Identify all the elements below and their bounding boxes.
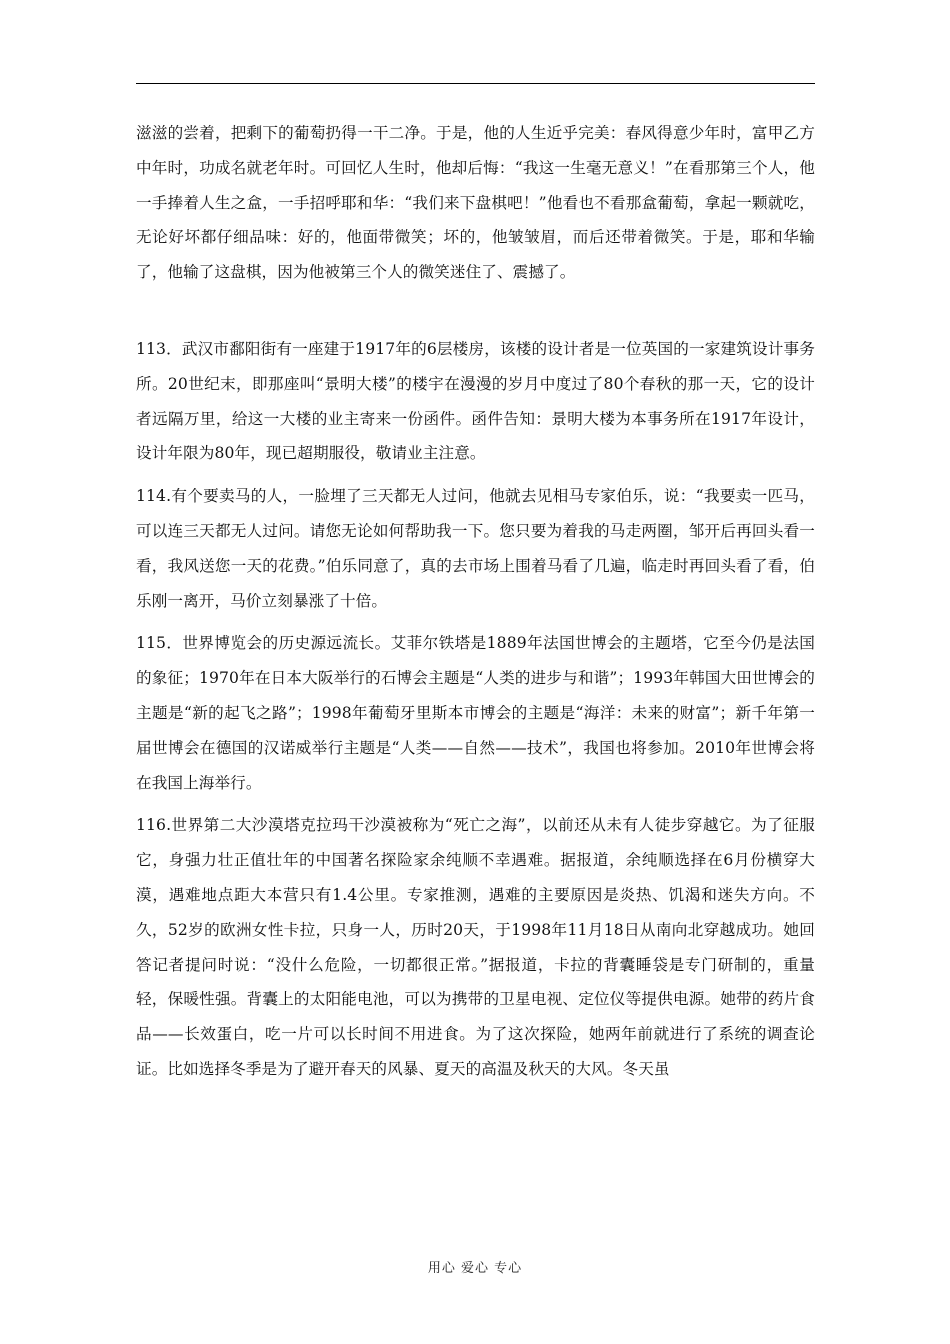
paragraph-gap xyxy=(136,618,815,626)
section-gap xyxy=(136,290,815,332)
paragraph-114: 114.有个要卖马的人，一脸埋了三天都无人过问，他就去见相马专家伯乐，说：“我要卖一匹马，可以连三天都无人过问。请您无论如何帮助我一下。您只要为着我的马走两圈，邹开后再回头看一看，我风送您一天的花费。”伯乐同意了，真的去市场上围着马看了几遍，临走时再回头看了看，伯乐刚一离开，马价立刻暴涨了十倍。 xyxy=(136,487,815,610)
paragraph-116: 116.世界第二大沙漠塔克拉玛干沙漠被称为“死亡之海”，以前还从未有人徒步穿越它。为了征服它，身强力壮正值壮年的中国著名探险家余纯顺不幸遇难。据报道，余纯顺选择在6月份横穿大漠，遇难地点距大本营只有1.4公里。专家推测，遇难的主要原因是炎热、饥渴和迷失方向。不久，52岁的欧洲女性卡拉，只身一人，历时20天，于1998年11月18日从南向北穿越成功。她回答记者提问时说：“没什么危险，一切都很正常。”据报道，卡拉的背囊睡袋是专门研制的，重量轻，保暖性强。背囊上的太阳能电池，可以为携带的卫星电视、定位仪等提供电源。她带的药片食品——长效蛋白，吃一片可以长时间不用进食。为了这次探险，她两年前就进行了系统的调查论证。比如选择冬季是为了避开春天的风暴、夏天的高温及秋天的大风。冬天虽 xyxy=(136,816,815,1078)
header-rule xyxy=(136,83,815,84)
page-footer: 用心 爱心 专心 xyxy=(427,1261,523,1276)
paragraph-gap xyxy=(136,471,815,479)
page-body xyxy=(136,116,815,1087)
paragraph-gap xyxy=(136,800,815,808)
paragraph-continuation: 滋滋的尝着，把剩下的葡萄扔得一干二净。于是，他的人生近乎完美：春风得意少年时，富甲乙方中年时，功成名就老年时。可回忆人生时，他却后悔：“我这一生毫无意义！”在看那第三个人，他一手捧着人生之盒，一手招呼耶和华：“我们来下盘棋吧！”他看也不看那盒葡萄，拿起一颗就吃，无论好坏都仔细品味：好的，他面带微笑；坏的，他皱皱眉，而后还带着微笑。于是，耶和华输了，他输了这盘棋，因为他被第三个人的微笑迷住了、震撼了。 xyxy=(136,124,815,282)
paragraph-113: 113．武汉市鄱阳街有一座建于1917年的6层楼房，该楼的设计者是一位英国的一家建筑设计事务所。20世纪末，即那座叫“景明大楼”的楼宇在漫漫的岁月中度过了80个春秋的那一天，它的设计者远隔万里，给这一大楼的业主寄来一份函件。函件告知：景明大楼为本事务所在1917年设计，设计年限为80年，现已超期服役，敬请业主注意。 xyxy=(136,339,815,463)
paragraph-115: 115．世界博览会的历史源远流长。艾菲尔铁塔是1889年法国世博会的主题塔，它至今仍是法国的象征；1970年在日本大阪举行的石博会主题是“人类的进步与和谐”；1993年韩国大田世博会的主题是“新的起飞之路”；1998年葡萄牙里斯本市博会的主题是“海洋：未来的财富”；新千年第一届世博会在德国的汉诺威举行主题是“人类——自然——技术”，我国也将参加。2010年世博会将在我国上海举行。 xyxy=(136,634,815,792)
